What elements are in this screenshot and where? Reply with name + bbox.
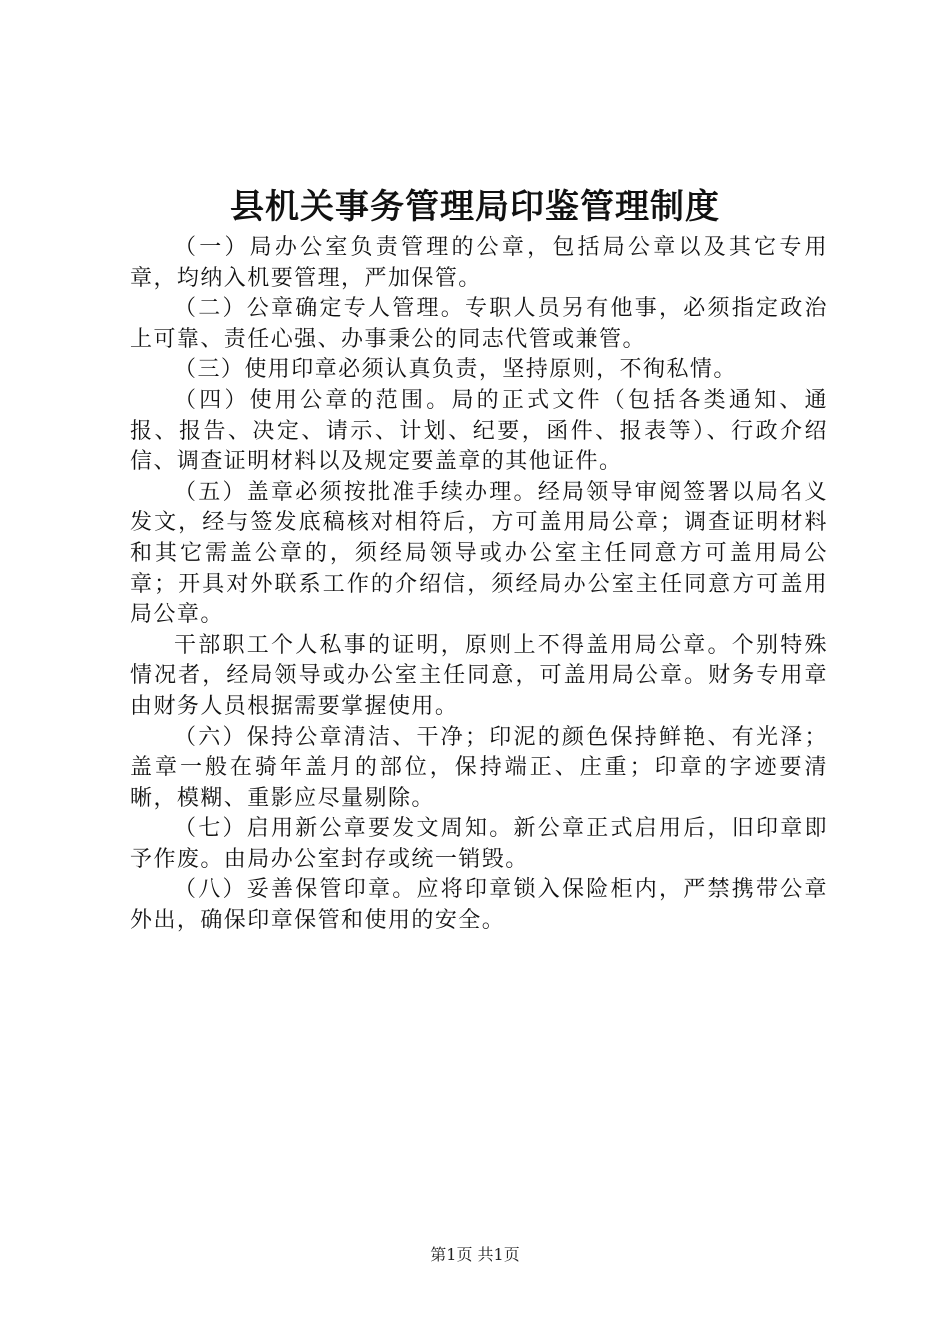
paragraph-7: （六）保持公章清洁、干净；印泥的颜色保持鲜艳、有光泽；盖章一般在骑年盖月的部位，保持端正、庄重；印章的字迹要清晰，模糊、重影应尽量剔除。 [130,724,828,811]
page-number-footer: 第1页 共1页 [430,1245,520,1264]
paragraph-5: （五）盖章必须按批准手续办理。经局领导审阅签署以局名义发文，经与签发底稿核对相符后，方可盖用局公章；调查证明材料和其它需盖公章的，须经局领导或办公室主任同意方可盖用局公章；开具对外联系工作的介绍信，须经局办公室主任同意方可盖用局公章。 [130,479,828,628]
paragraph-2: （二）公章确定专人管理。专职人员另有他事，必须指定政治上可靠、责任心强、办事秉公的同志代管或兼管。 [130,296,828,352]
paragraph-8: （七）启用新公章要发文周知。新公章正式启用后，旧印章即予作废。由局办公室封存或统一销毁。 [130,816,828,872]
document-body [130,233,828,937]
document-title: 县机关事务管理局印鉴管理制度 [230,187,720,227]
paragraph-9: （八）妥善保管印章。应将印章锁入保险柜内，严禁携带公章外出，确保印章保管和使用的安全。 [130,877,828,934]
paragraph-3: （三）使用印章必须认真负责，坚持原则，不徇私情。 [174,357,737,383]
paragraph-6: 干部职工个人私事的证明，原则上不得盖用局公章。个别特殊情况者，经局领导或办公室主任同意，可盖用局公章。财务专用章由财务人员根据需要掌握使用。 [130,632,828,719]
paragraph-4: （四）使用公章的范围。局的正式文件（包括各类通知、通报、报告、决定、请示、计划、纪要，函件、报表等）、行政介绍信、调查证明材料以及规定要盖章的其他证件。 [130,387,828,475]
paragraph-1: （一）局办公室负责管理的公章，包括局公章以及其它专用章，均纳入机要管理，严加保管。 [130,235,828,291]
